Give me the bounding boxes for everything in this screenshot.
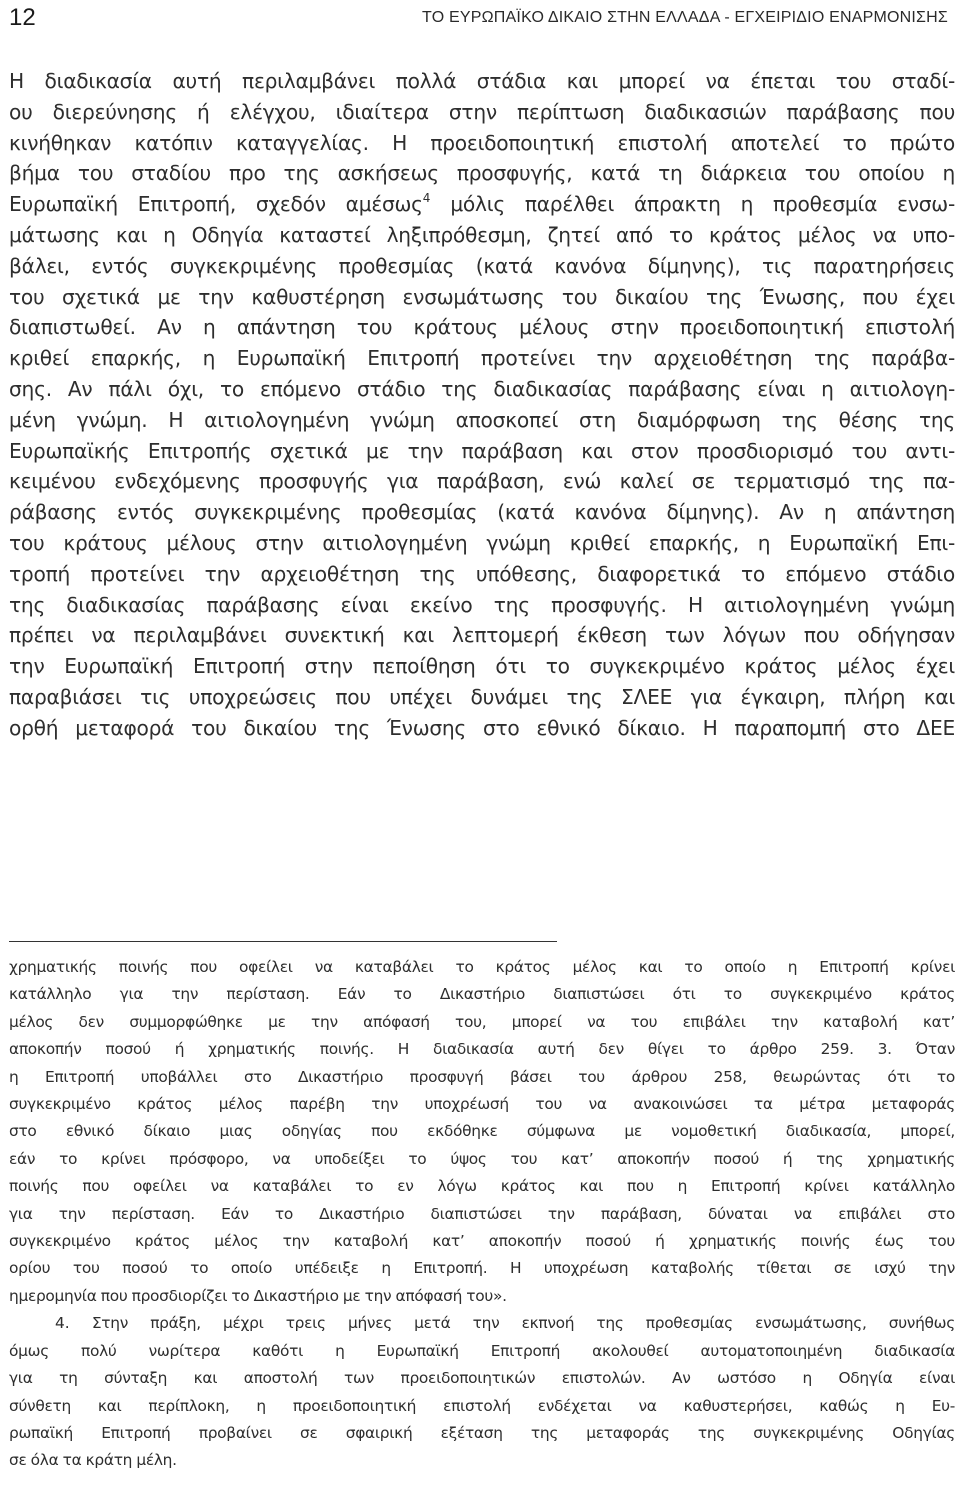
footnote-line: χρηματικής ποινής που οφείλει να καταβάλει το κράτος μέλος και το οποίο η Επιτροπή κρίνει — [9, 958, 955, 976]
body-line: πρέπει να περιλαμβάνει συνεκτική και λεπτομερή έκθεση των λόγων που οδήγησαν — [9, 623, 955, 648]
body-line: την Ευρωπαϊκή Επιτροπή στην πεποίθηση ότι το συγκεκριμένο κράτος μέλος έχει — [9, 654, 955, 679]
footnote-line: εάν το κρίνει πρόσφορο, να υποδείξει το ύψος του κατ’ αποκοπήν ποσού ή της χρηματικής — [9, 1149, 955, 1168]
body-line: Ευρωπαϊκής Επιτροπής σχετικά με την παράβαση και στον προσδιορισμό του αντι- — [9, 438, 955, 463]
body-line: κειμένου ενδεχόμενης προσφυγής για παράβαση, ενώ καλεί σε τερματισμό της πα- — [9, 469, 955, 494]
footnote-line: για την περίσταση. Εάν το Δικαστήριο διαπιστώσει την παράβαση, δύναται να επιβάλει στο — [9, 1204, 955, 1223]
footnote-line: για τη σύνταξη και αποστολή των προειδοποιητικών επιστολών. Αν ωστόσο η Οδηγία είναι — [9, 1369, 955, 1388]
body-line: ράβασης εντός συγκεκριμένης προθεσμίας (κατά κανόνα δίμηνης). Αν η απάντηση — [9, 500, 955, 525]
footnote-number: 4. — [55, 1314, 70, 1333]
body-line: μάτωσης και η Οδηγία καταστεί ληξιπρόθεσμη, ζητεί από το κράτος μέλος να υπο- — [9, 222, 955, 247]
body-line-segment: μόλις παρέλθει άπρακτη η προθεσμία ενσω- — [430, 192, 955, 217]
body-line: τροπή προτείνει την αρχειοθέτηση της υπόθεσης, διαφορετικά το επόμενο στάδιο — [9, 561, 955, 586]
footnote-line: η Επιτροπή υποβάλλει στο Δικαστήριο προσφυγή βάσει του άρθρου 258, θεωρώντας ότι το — [9, 1067, 955, 1086]
footnote-line: σε όλα τα κράτη μέλη. — [9, 1451, 177, 1470]
footnote-line: σύνθετη και περίπλοκη, η προειδοποιητική επιστολή ενδέχεται να καθυστερήσει, καθώς η Ευ- — [9, 1396, 955, 1415]
footnote-reference: 4 — [422, 191, 431, 206]
body-line: της διαδικασίας παράβασης είναι εκείνο της προσφυγής. Η αιτιολογημένη γνώμη — [9, 592, 955, 617]
footnote-line: συγκεκριμένο κράτος μέλος παρέβη την υποχρέωσή του να ανακοινώσει τα μέτρα μεταφοράς — [9, 1095, 955, 1114]
footnote-4-first-line — [9, 1310, 955, 1337]
footnote-line: όμως πολύ νωρίτερα καθότι η Ευρωπαϊκή Επιτροπή ακολουθεί αυτοματοποιημένη διαδικασία — [9, 1341, 955, 1360]
body-line: βήμα του σταδίου προ της ασκήσεως προσφυγής, κατά τη διάρκεια του οποίου η — [9, 161, 955, 186]
body-line: σης. Αν πάλι όχι, το επόμενο στάδιο της διαδικασίας παράβασης είναι η αιτιολογη- — [9, 376, 955, 401]
footnote-line: ποινής που οφείλει να καταβάλει το εν λόγω κράτος και που η Επιτροπή κρίνει κατάλληλο — [9, 1177, 955, 1196]
footnote-line: κατάλληλο για την περίσταση. Εάν το Δικαστήριο διαπιστώσει ότι το συγκεκριμένο κράτος — [9, 985, 955, 1004]
footnote-line: αποκοπήν ποσού ή χρηματικής ποινής. Η διαδικασία αυτή δεν θίγει το άρθρο 259. 3. Όταν — [9, 1040, 955, 1059]
body-line: Η διαδικασία αυτή περιλαμβάνει πολλά στάδια και μπορεί να έπεται του σταδί- — [9, 69, 955, 93]
footnotes — [9, 954, 955, 1475]
body-line: του κράτους μέλους στην αιτιολογημένη γνώμη κριθεί επαρκής, η Ευρωπαϊκή Επι- — [9, 530, 955, 555]
body-line-with-footnote-ref — [9, 189, 955, 220]
running-title: ΤΟ ΕΥΡΩΠΑΪΚΟ ΔΙΚΑΙΟ ΣΤΗΝ ΕΛΛΑΔΑ - ΕΓΧΕΙΡΙΔΙΟ ΕΝΑΡΜΟΝΙΣΗΣ — [422, 9, 948, 26]
body-line: κριθεί επαρκής, η Ευρωπαϊκή Επιτροπή προτείνει την αρχειοθέτηση της παράβα- — [9, 346, 955, 371]
footnote-line: ρωπαϊκή Επιτροπή προβαίνει σε σφαιρική εξέταση της μεταφοράς της συγκεκριμένης Οδηγίας — [9, 1423, 955, 1442]
page-header — [0, 0, 960, 40]
body-line: ορθή μεταφορά του δικαίου της Ένωσης στο εθνικό δίκαιο. Η παραπομπή στο ΔΕΕ — [9, 715, 955, 740]
footnote-separator — [9, 941, 557, 942]
body-text — [9, 66, 955, 744]
body-line: μένη γνώμη. Η αιτιολογημένη γνώμη αποσκοπεί στη διαμόρφωση της θέσης της — [9, 407, 955, 432]
footnote-line: μέλος δεν συμμορφώθηκε με την απόφασή του, μπορεί να του επιβάλει την καταβολή κατ’ — [9, 1012, 955, 1031]
page-number: 12 — [9, 4, 36, 31]
footnote-line: ορίου του ποσού το οποίο υπέδειξε η Επιτροπή. Η υποχρέωση καταβολής τίθεται σε ισχύ την — [9, 1259, 955, 1278]
body-line: παραβιάσει τις υποχρεώσεις που υπέχει δυνάμει της ΣΛΕΕ για έγκαιρη, πλήρη και — [9, 684, 955, 709]
body-line: ου διερεύνησης ή ελέγχου, ιδιαίτερα στην περίπτωση διαδικασιών παράβασης που — [9, 99, 955, 124]
body-line: κινήθηκαν κατόπιν καταγγελίας. Η προειδοποιητική επιστολή αποτελεί το πρώτο — [9, 130, 955, 155]
body-line: του σχετικά με την καθυστέρηση ενσωμάτωσης του δικαίου της Ένωσης, που έχει — [9, 284, 955, 309]
footnote-line: ημερομηνία που προσδιορίζει το Δικαστήριο με την απόφασή του». — [9, 1286, 507, 1305]
body-line: διαπιστωθεί. Αν η απάντηση του κράτους μέλους στην προειδοποιητική επιστολή — [9, 315, 955, 340]
footnote-line: στο εθνικό δίκαιο μιας οδηγίας που εκδόθηκε σύμφωνα με νομοθετική διαδικασία, μπορεί, — [9, 1122, 955, 1141]
body-line: βάλει, εντός συγκεκριμένης προθεσμίας (κατά κανόνα δίμηνης), τις παρατηρήσεις — [9, 253, 955, 278]
footnote-line: συγκεκριμένο κράτος μέλος την καταβολή κατ’ αποκοπήν ποσού ή χρηματικής ποινής έως του — [9, 1232, 955, 1251]
body-line-segment: Ευρωπαϊκή Επιτροπή, σχεδόν αμέσως — [9, 192, 423, 217]
footnote-line-segment: Στην πράξη, μέχρι τρεις μήνες μετά την εκπνοή της προθεσμίας ενσωμάτωσης, συνήθως — [69, 1314, 955, 1333]
